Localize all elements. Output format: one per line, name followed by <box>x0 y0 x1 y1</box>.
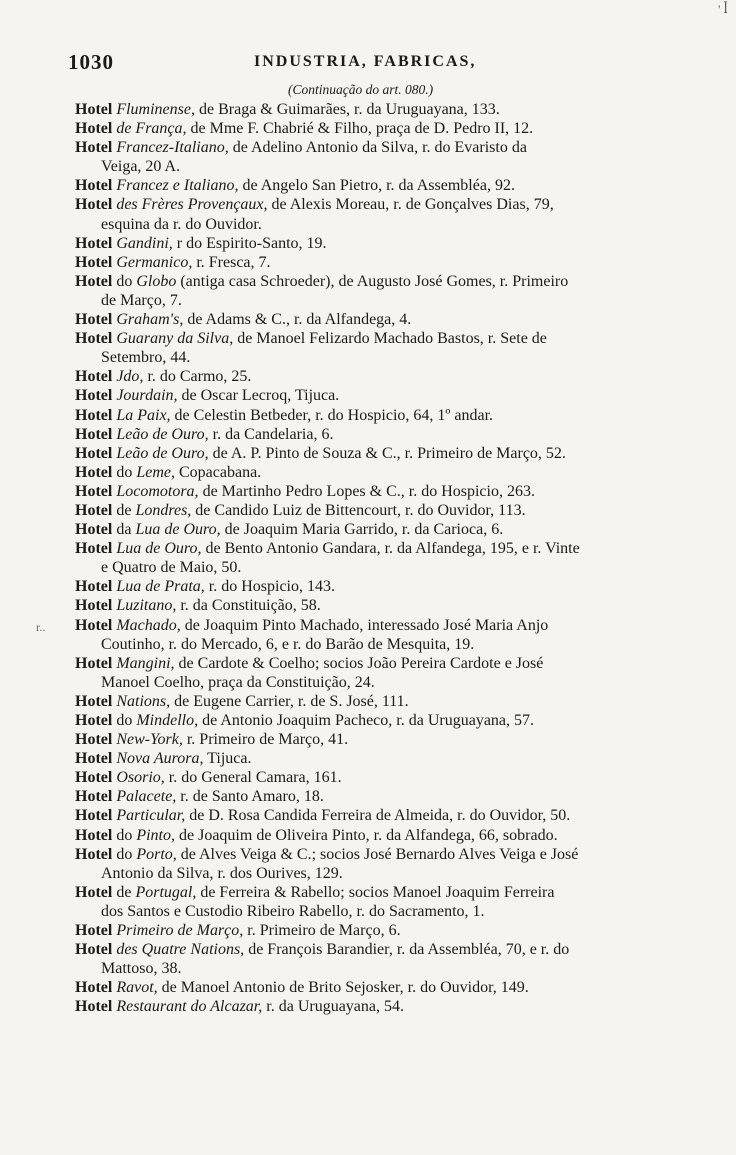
entry-continuation-line: Setembro, 44. <box>101 349 191 367</box>
directory-entry <box>75 730 710 749</box>
entry-hotel-name: Luzitano, <box>116 597 177 615</box>
entry-first-line <box>75 138 710 157</box>
directory-entry <box>75 367 710 386</box>
entry-first-line <box>75 310 710 329</box>
directory-entry <box>75 845 710 883</box>
entry-hotel-name: Lua de Ouro, <box>116 540 202 558</box>
directory-entry <box>75 386 710 405</box>
entry-details: de Angelo San Pietro, r. da Assembléa, 92. <box>238 177 515 195</box>
entry-hotel-name: Primeiro de Março, <box>116 922 244 940</box>
entry-keyword: Hotel <box>75 482 113 500</box>
entry-details: de Martinho Pedro Lopes & C., r. do Hospicio, 263. <box>198 482 535 500</box>
entry-keyword: Hotel <box>75 540 113 558</box>
directory-entry <box>75 940 710 978</box>
entry-details: r. do Hospicio, 143. <box>204 578 335 596</box>
directory-entry <box>75 138 710 176</box>
entry-continuation-line: e Quatro de Maio, 50. <box>101 559 242 577</box>
entry-details: de Alexis Moreau, r. de Gonçalves Dias, 79, <box>267 196 554 214</box>
entry-hotel-name: Particular, <box>116 807 186 825</box>
entry-first-line <box>75 768 710 787</box>
entry-keyword: Hotel <box>75 177 113 195</box>
directory-entry <box>75 539 710 577</box>
directory-entry <box>75 100 710 119</box>
entry-hotel-name: Nations, <box>116 692 171 710</box>
entry-keyword: Hotel <box>75 234 113 252</box>
entry-details: de François Barandier, r. da Assembléa, 70, e r. do <box>244 941 570 959</box>
entry-keyword: Hotel <box>75 712 113 729</box>
entry-hotel-name: Jourdain, <box>116 387 178 405</box>
page-number: 1030 <box>68 50 114 74</box>
entry-first-line <box>75 806 710 825</box>
entry-details: r. da Uruguayana, 54. <box>262 998 404 1016</box>
entry-keyword: Hotel <box>75 769 113 787</box>
directory-entry <box>75 978 710 997</box>
entry-keyword: Hotel <box>75 788 113 806</box>
directory-entry <box>75 195 710 233</box>
entry-first-line <box>75 692 710 711</box>
entry-details: de Braga & Guimarães, r. da Uruguayana, 133. <box>194 101 500 118</box>
entry-first-line <box>75 482 710 501</box>
entry-details: de Adams & C., r. da Alfandega, 4. <box>183 311 412 329</box>
entry-first-line <box>75 463 710 482</box>
entry-keyword: Hotel <box>75 101 113 118</box>
entry-details: de Oscar Lecroq, Tijuca. <box>177 387 340 405</box>
entry-first-line <box>75 444 710 463</box>
entry-keyword: Hotel <box>75 731 113 749</box>
entry-first-line <box>75 195 710 214</box>
entry-first-line <box>75 425 710 444</box>
entry-hotel-name: Londres, <box>135 501 192 519</box>
entry-keyword: Hotel <box>75 654 113 672</box>
entry-keyword: Hotel <box>75 501 113 519</box>
entry-first-line <box>75 577 710 596</box>
directory-entry <box>75 253 710 272</box>
running-head: INDUSTRIA, FABRICAS, <box>254 53 477 70</box>
entry-hotel-name: Palacete, <box>116 788 177 806</box>
entry-continuation-line: Veiga, 20 A. <box>101 158 181 176</box>
entry-first-line <box>75 100 710 119</box>
entry-first-line <box>75 596 710 615</box>
entry-first-line <box>75 883 710 902</box>
entry-details: r. Primeiro de Março, 41. <box>182 731 349 749</box>
entry-hotel-name: Francez-Italiano, <box>116 139 229 157</box>
directory-entry <box>75 310 710 329</box>
entry-details: Tijuca. <box>203 750 252 768</box>
entry-keyword: Hotel <box>75 922 113 940</box>
directory-entry <box>75 482 710 501</box>
directory-entry <box>75 654 710 692</box>
entry-hotel-name: Germanico, <box>116 253 193 271</box>
entry-hotel-name: de França, <box>116 120 187 138</box>
entry-continuation-line: Mattoso, 38. <box>101 960 182 978</box>
directory-entry <box>75 501 710 520</box>
entry-hotel-name: Restaurant do Alcazar, <box>116 998 263 1016</box>
directory-entry <box>75 406 710 425</box>
entry-details: de Antonio Joaquim Pacheco, r. da Uruguayana, 57. <box>198 712 535 729</box>
entry-continuation-line: Antonio da Silva, r. dos Ourives, 129. <box>101 864 343 882</box>
entry-first-line <box>75 234 710 253</box>
entry-hotel-name: La Paix, <box>116 406 171 424</box>
margin-mark-right: ' ꟾ <box>718 2 728 16</box>
entry-keyword: Hotel <box>75 444 113 462</box>
entry-details: de Bento Antonio Gandara, r. da Alfandega, 195, e r. Vinte <box>201 540 580 558</box>
entry-details: de D. Rosa Candida Ferreira de Almeida, r. do Ouvidor, 50. <box>185 807 571 825</box>
entry-details: de Celestin Betbeder, r. do Hospicio, 64, 1º andar. <box>170 406 494 424</box>
entry-keyword: Hotel <box>75 463 113 481</box>
entry-hotel-name: Osorio, <box>116 769 165 787</box>
directory-entry <box>75 883 710 921</box>
entry-details: de Candido Luiz de Bittencourt, r. do Ouvidor, 113. <box>191 501 526 519</box>
entry-keyword: Hotel <box>75 253 113 271</box>
entry-hotel-name: Guarany da Silva, <box>116 330 234 348</box>
page-header <box>68 50 708 74</box>
entry-first-line <box>75 272 710 291</box>
entry-details: de A. P. Pinto de Souza & C., r. Primeiro de Março, 52. <box>208 444 566 462</box>
margin-mark-left: r.. <box>36 620 46 634</box>
entry-hotel-name: des Frères Provençaux, <box>116 196 268 214</box>
entry-hotel-name: Graham's, <box>116 311 184 329</box>
directory-entry <box>75 596 710 615</box>
entry-hotel-name: Leme, <box>136 463 175 481</box>
directory-entry <box>75 272 710 310</box>
entry-details: de Ferreira & Rabello; socios Manoel Joaquim Ferreira <box>196 883 555 901</box>
directory-entry <box>75 444 710 463</box>
entry-hotel-name: Leão de Ouro, <box>116 444 209 462</box>
directory-entry <box>75 463 710 482</box>
directory-entry <box>75 997 710 1016</box>
entry-hotel-name: Machado, <box>116 616 181 634</box>
directory-entry <box>75 787 710 806</box>
entry-first-line <box>75 406 710 425</box>
entry-hotel-name: Locomotora, <box>116 482 199 500</box>
entry-first-line <box>75 711 710 730</box>
directory-entry <box>75 176 710 195</box>
entry-keyword: Hotel <box>75 368 113 386</box>
directory-entry <box>75 692 710 711</box>
entry-continuation-line: esquina da r. do Ouvidor. <box>101 215 262 233</box>
directory-entry <box>75 520 710 539</box>
entry-continuation-line: Coutinho, r. do Mercado, 6, e r. do Barão de Mesquita, 19. <box>101 635 475 653</box>
entry-details: r. Primeiro de Março, 6. <box>243 922 401 940</box>
directory-entry <box>75 921 710 940</box>
entry-first-line <box>75 826 710 845</box>
entry-hotel-name: Nova Aurora, <box>116 750 204 768</box>
entry-first-line <box>75 654 710 673</box>
entry-keyword: Hotel <box>75 998 113 1016</box>
entry-hotel-name: Leão de Ouro, <box>116 425 209 443</box>
entry-first-line <box>75 845 710 864</box>
entry-keyword: Hotel <box>75 883 113 901</box>
entry-keyword: Hotel <box>75 826 113 844</box>
entry-details: de Mme F. Chabrié & Filho, praça de D. Pedro II, 12. <box>186 120 534 138</box>
directory-entry <box>75 711 710 730</box>
directory-entry <box>75 768 710 787</box>
continuation-note: (Continuação do art. 080.) <box>288 82 434 97</box>
entry-first-line <box>75 176 710 195</box>
entry-hotel-name: des Quatre Nations, <box>116 941 245 959</box>
entry-article: de <box>112 883 136 901</box>
entry-article: do <box>112 845 137 863</box>
directory-entry <box>75 234 710 253</box>
entry-details: de Manoel Antonio de Brito Sejosker, r. do Ouvidor, 149. <box>157 979 529 997</box>
entry-hotel-name: Lua de Prata, <box>116 578 205 596</box>
entry-hotel-name: Globo <box>136 272 177 290</box>
directory-entry <box>75 826 710 845</box>
directory-entry <box>75 806 710 825</box>
entry-keyword: Hotel <box>75 692 113 710</box>
entry-hotel-name: Pinto, <box>136 826 175 844</box>
entry-details: de Alves Veiga & C.; socios José Bernardo Alves Veiga e José <box>176 845 579 863</box>
entry-first-line <box>75 749 710 768</box>
entry-first-line <box>75 367 710 386</box>
entry-continuation-line: de Março, 7. <box>101 291 182 309</box>
entry-first-line <box>75 520 710 539</box>
directory-entry <box>75 119 710 138</box>
entry-keyword: Hotel <box>75 941 113 959</box>
entry-first-line <box>75 539 710 558</box>
entry-keyword: Hotel <box>75 311 113 329</box>
entry-hotel-name: Mangini, <box>116 654 175 672</box>
entry-keyword: Hotel <box>75 272 113 290</box>
entry-first-line <box>75 978 710 997</box>
entry-continuation-line: Manoel Coelho, praça da Constituição, 24. <box>101 673 375 691</box>
entry-hotel-name: Francez e Italiano, <box>116 177 239 195</box>
entry-hotel-name: Portugal, <box>135 883 197 901</box>
entry-keyword: Hotel <box>75 807 113 825</box>
entry-details: Copacabana. <box>174 463 262 481</box>
directory-entry <box>75 749 710 768</box>
entry-keyword: Hotel <box>75 406 113 424</box>
entry-hotel-name: Porto, <box>136 845 177 863</box>
entry-keyword: Hotel <box>75 578 113 596</box>
entry-details: de Joaquim Maria Garrido, r. da Carioca, 6. <box>220 521 504 539</box>
entry-article: do <box>112 463 137 481</box>
entry-first-line <box>75 921 710 940</box>
entry-keyword: Hotel <box>75 330 113 348</box>
entry-first-line <box>75 616 710 635</box>
entry-keyword: Hotel <box>75 196 113 214</box>
entry-details: r do Espirito-Santo, 19. <box>172 234 327 252</box>
entry-first-line <box>75 501 710 520</box>
entry-first-line <box>75 730 710 749</box>
entry-details: de Manoel Felizardo Machado Bastos, r. Sete de <box>233 330 547 348</box>
entry-first-line <box>75 997 710 1016</box>
entry-details: r. do General Camara, 161. <box>164 769 342 787</box>
entry-keyword: Hotel <box>75 979 113 997</box>
entry-first-line <box>75 119 710 138</box>
entry-hotel-name: Lua de Ouro, <box>135 521 221 539</box>
entry-keyword: Hotel <box>75 750 113 768</box>
entry-first-line <box>75 329 710 348</box>
entry-details: r. do Carmo, 25. <box>143 368 252 386</box>
entry-article: do <box>112 826 137 844</box>
entry-details: de Eugene Carrier, r. de S. José, 111. <box>170 692 409 710</box>
entry-details: de Joaquim de Oliveira Pinto, r. da Alfandega, 66, sobrado. <box>175 826 558 844</box>
directory-entry <box>75 616 710 654</box>
directory-entry <box>75 425 710 444</box>
entry-keyword: Hotel <box>75 425 113 443</box>
entry-article: do <box>112 712 137 729</box>
entry-first-line <box>75 253 710 272</box>
entry-keyword: Hotel <box>75 139 113 157</box>
entry-hotel-name: New-York, <box>116 731 183 749</box>
entry-hotel-name: Fluminense, <box>116 101 195 118</box>
entry-hotel-name: Gandini, <box>116 234 173 252</box>
entry-details: (antiga casa Schroeder), de Augusto José Gomes, r. Primeiro <box>176 272 569 290</box>
entry-continuation-line: dos Santos e Custodio Ribeiro Rabello, r. do Sacramento, 1. <box>101 902 485 920</box>
entry-details: de Cardote & Coelho; socios João Pereira Cardote e José <box>174 654 544 672</box>
entry-keyword: Hotel <box>75 845 113 863</box>
entry-hotel-name: Jdo, <box>116 368 144 386</box>
entry-hotel-name: Mindello, <box>136 712 199 729</box>
entry-keyword: Hotel <box>75 387 113 405</box>
entry-details: r. Fresca, 7. <box>192 253 271 271</box>
entry-first-line <box>75 787 710 806</box>
directory-entry <box>75 329 710 367</box>
entry-details: de Adelino Antonio da Silva, r. do Evaristo da <box>228 139 527 157</box>
directory-entry <box>75 577 710 596</box>
entry-article: do <box>112 272 137 290</box>
entry-keyword: Hotel <box>75 120 113 138</box>
entry-details: r. da Candelaria, 6. <box>208 425 334 443</box>
entry-details: r. da Constituição, 58. <box>176 597 321 615</box>
entry-article: de <box>112 501 136 519</box>
entry-keyword: Hotel <box>75 521 113 539</box>
entry-keyword: Hotel <box>75 597 113 615</box>
entry-details: r. de Santo Amaro, 18. <box>176 788 324 806</box>
entry-details: de Joaquim Pinto Machado, interessado José Maria Anjo <box>180 616 549 634</box>
entry-article: da <box>112 521 136 539</box>
directory-list <box>75 100 710 1017</box>
entry-first-line <box>75 386 710 405</box>
entry-hotel-name: Ravot, <box>116 979 158 997</box>
entry-first-line <box>75 940 710 959</box>
entry-keyword: Hotel <box>75 616 113 634</box>
